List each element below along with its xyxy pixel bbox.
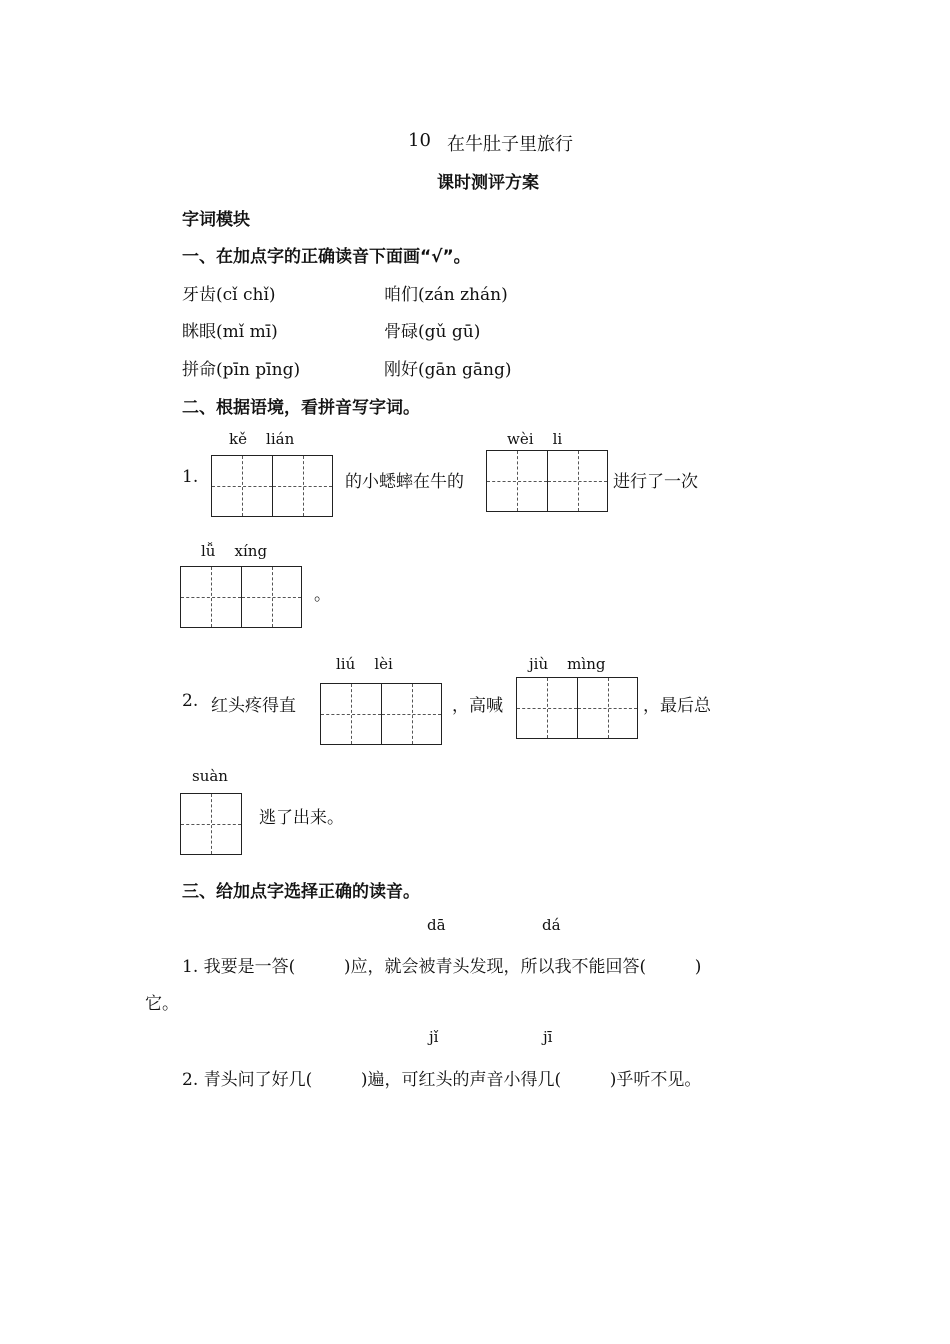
grid-cell[interactable] xyxy=(381,684,441,744)
pinyin-option: dā xyxy=(427,916,446,934)
grid-cell[interactable] xyxy=(487,451,547,511)
pinyin-hint: liú lèi xyxy=(336,655,393,673)
pronunciation-item: 眯眼(mǐ mī) xyxy=(182,322,278,342)
pinyin-option: jǐ xyxy=(429,1028,439,1046)
writing-grid[interactable] xyxy=(516,677,638,739)
question-line: 2. 青头问了好几( )遍，可红头的声音小得几( )乎听不见。 xyxy=(182,1070,702,1090)
section3-heading: 三、给加点字选择正确的读音。 xyxy=(182,882,420,902)
question-line: 它。 xyxy=(145,994,179,1014)
writing-grid[interactable] xyxy=(180,793,242,855)
pinyin-hint: lǚ xíng xyxy=(201,542,268,560)
grid-cell[interactable] xyxy=(241,567,301,627)
grid-cell[interactable] xyxy=(181,794,241,854)
question-number: 2. xyxy=(182,691,199,711)
sentence-text: 。 xyxy=(314,585,331,605)
pinyin-hint: jiù mìng xyxy=(529,655,606,673)
sentence-text: ，最后总 xyxy=(643,696,711,716)
page-subtitle: 课时测评方案 xyxy=(437,173,539,193)
grid-cell[interactable] xyxy=(272,456,332,516)
pinyin-option: dá xyxy=(542,916,561,934)
pronunciation-item: 牙齿(cǐ chǐ) xyxy=(182,285,276,305)
pronunciation-item: 刚好(gān gāng) xyxy=(384,360,512,380)
pinyin-hint: wèi li xyxy=(507,430,563,448)
writing-grid[interactable] xyxy=(320,683,442,745)
lesson-number: 10 xyxy=(408,130,431,151)
grid-cell[interactable] xyxy=(577,678,637,738)
sentence-text: ，高喊 xyxy=(452,696,503,716)
grid-cell[interactable] xyxy=(517,678,577,738)
grid-cell[interactable] xyxy=(212,456,272,516)
section2-heading: 二、根据语境，看拼音写字词。 xyxy=(182,398,420,418)
writing-grid[interactable] xyxy=(180,566,302,628)
lesson-title: 在牛肚子里旅行 xyxy=(447,134,573,155)
pinyin-option: jī xyxy=(543,1028,553,1046)
question-number: 1. xyxy=(182,467,199,487)
sentence-text: 进行了一次 xyxy=(613,472,698,492)
question-line: 1. 我要是一答( )应，就会被青头发现，所以我不能回答( ) xyxy=(182,957,702,977)
writing-grid[interactable] xyxy=(211,455,333,517)
sentence-text: 红头疼得直 xyxy=(211,696,296,716)
pronunciation-item: 拼命(pīn pīng) xyxy=(182,360,301,380)
pinyin-hint: kě lián xyxy=(229,430,295,448)
sentence-text: 逃了出来。 xyxy=(259,808,344,828)
grid-cell[interactable] xyxy=(181,567,241,627)
section1-heading: 一、在加点字的正确读音下面画“√”。 xyxy=(182,247,471,267)
grid-cell[interactable] xyxy=(547,451,607,511)
pinyin-hint: suàn xyxy=(192,767,228,785)
grid-cell[interactable] xyxy=(321,684,381,744)
pronunciation-item: 骨碌(gǔ gū) xyxy=(384,322,481,342)
writing-grid[interactable] xyxy=(486,450,608,512)
module-label: 字词模块 xyxy=(182,210,250,230)
sentence-text: 的小蟋蟀在牛的 xyxy=(345,472,464,492)
pronunciation-item: 咱们(zán zhán) xyxy=(384,285,508,305)
